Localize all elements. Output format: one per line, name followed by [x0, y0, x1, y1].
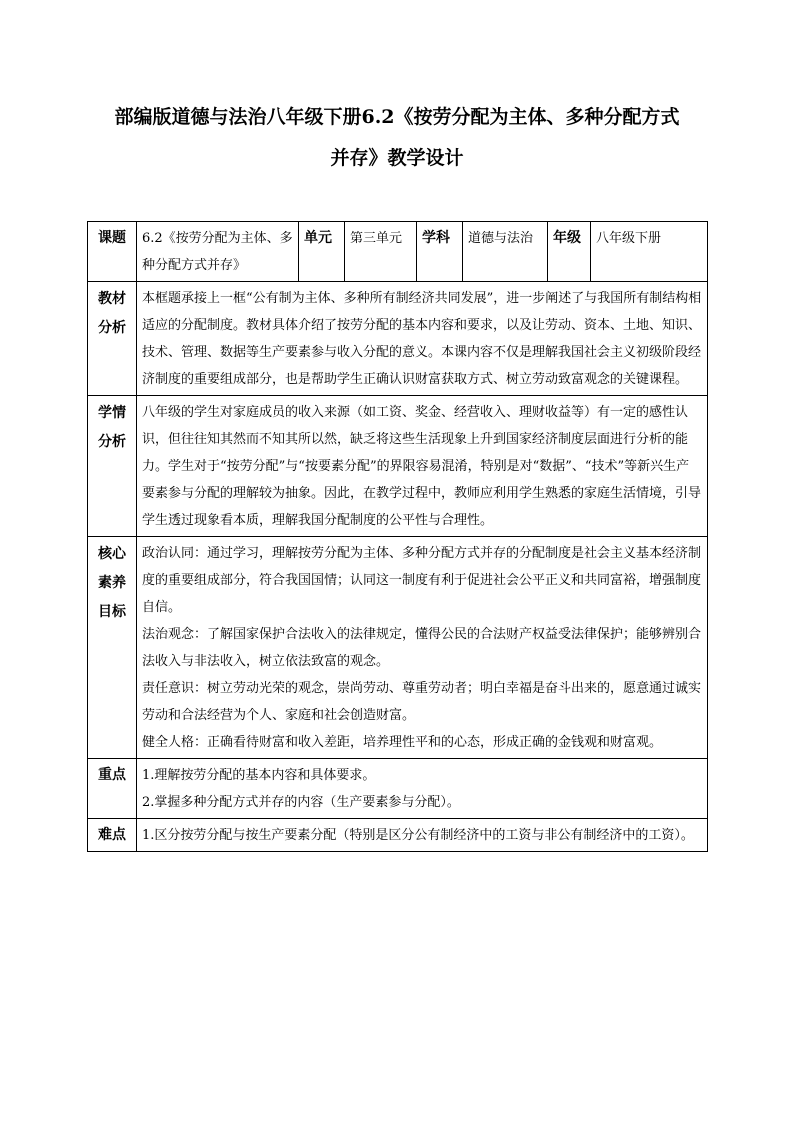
key-point-item: 2.掌握多种分配方式并存的内容（生产要素参与分配）。 — [142, 795, 460, 810]
textbook-analysis-label-line2: 分析 — [98, 320, 126, 336]
student-analysis-label-line1: 学情 — [98, 405, 126, 421]
lesson-plan-table — [87, 221, 708, 852]
unit-label: 单元 — [299, 222, 345, 282]
key-points-content — [137, 759, 708, 819]
textbook-analysis-label-line1: 教材 — [98, 291, 126, 307]
grade-value: 八年级下册 — [591, 222, 708, 282]
key-points-label: 重点 — [88, 759, 137, 819]
core-goal-responsibility: 责任意识：树立劳动光荣的观念，崇尚劳动、尊重劳动者；明白幸福是奋斗出来的，愿意通过诚实劳动和合法经营为个人、家庭和社会创造财富。 — [142, 681, 702, 723]
textbook-analysis-row — [88, 282, 708, 396]
core-goals-label-line2: 素养 — [98, 575, 126, 591]
difficult-points-content — [137, 819, 708, 852]
core-goals-row — [88, 537, 708, 759]
document-title-line-2: 并存》教学设计 — [330, 147, 464, 169]
student-analysis-label — [88, 396, 137, 537]
core-goals-content — [137, 537, 708, 759]
header-row — [88, 222, 708, 282]
student-analysis-content — [137, 396, 708, 537]
core-goal-political: 政治认同：通过学习，理解按劳分配为主体、多种分配方式并存的分配制度是社会主义基本经济制度的重要组成部分，符合我国国情；认同这一制度有利于促进社会公平正义和共同富裕，增强制度自信。 — [142, 546, 702, 615]
core-goal-personality: 健全人格：正确看待财富和收入差距，培养理性平和的心态，形成正确的金钱观和财富观。 — [142, 735, 663, 750]
topic-value: 6.2《按劳分配为主体、多种分配方式并存》 — [137, 222, 299, 282]
grade-label: 年级 — [548, 222, 591, 282]
difficult-points-label: 难点 — [88, 819, 137, 852]
student-analysis-text: 八年级的学生对家庭成员的收入来源（如工资、奖金、经营收入、理财收益等）有一定的感性认识，但往往知其然而不知其所以然，缺乏将这些生活现象上升到国家经济制度层面进行分析的能力。学生对于“按劳分配”与“按要素分配”的界限容易混淆，特别是对“数据”、“技术”等新兴生产要素参与分配的理解较为抽象。因此，在教学过程中，教师应利用学生熟悉的家庭生活情境，引导学生透过现象看本质，理解我国分配制度的公平性与合理性。 — [142, 405, 702, 528]
textbook-analysis-label — [88, 282, 137, 396]
subject-label: 学科 — [417, 222, 463, 282]
document-title-line-1: 部编版道德与法治八年级下册6.2《按劳分配为主体、多种分配方式 — [114, 106, 680, 128]
textbook-analysis-content — [137, 282, 708, 396]
topic-label: 课题 — [88, 222, 137, 282]
core-goals-label — [88, 537, 137, 759]
difficult-points-row — [88, 819, 708, 852]
core-goals-label-line3: 目标 — [98, 604, 126, 620]
key-point-item: 1.理解按劳分配的基本内容和具体要求。 — [142, 768, 376, 783]
subject-value: 道德与法治 — [463, 222, 548, 282]
student-analysis-label-line2: 分析 — [98, 434, 126, 450]
core-goals-label-line1: 核心 — [98, 546, 126, 562]
unit-value: 第三单元 — [345, 222, 417, 282]
textbook-analysis-text: 本框题承接上一框“公有制为主体、多种所有制经济共同发展”，进一步阐述了与我国所有制结构相适应的分配制度。教材具体介绍了按劳分配的基本内容和要求，以及让劳动、资本、土地、知识、技术、管理、数据等生产要素参与收入分配的意义。本课内容不仅是理解我国社会主义初级阶段经济制度的重要组成部分，也是帮助学生正确认识财富获取方式、树立劳动致富观念的关键课程。 — [142, 291, 702, 387]
core-goal-law: 法治观念：了解国家保护合法收入的法律规定，懂得公民的合法财产权益受法律保护；能够辨别合法收入与非法收入，树立依法致富的观念。 — [142, 627, 702, 669]
difficult-point-item: 1.区分按劳分配与按生产要素分配（特别是区分公有制经济中的工资与非公有制经济中的工资）。 — [142, 828, 694, 843]
student-analysis-row — [88, 396, 708, 537]
key-points-row — [88, 759, 708, 819]
